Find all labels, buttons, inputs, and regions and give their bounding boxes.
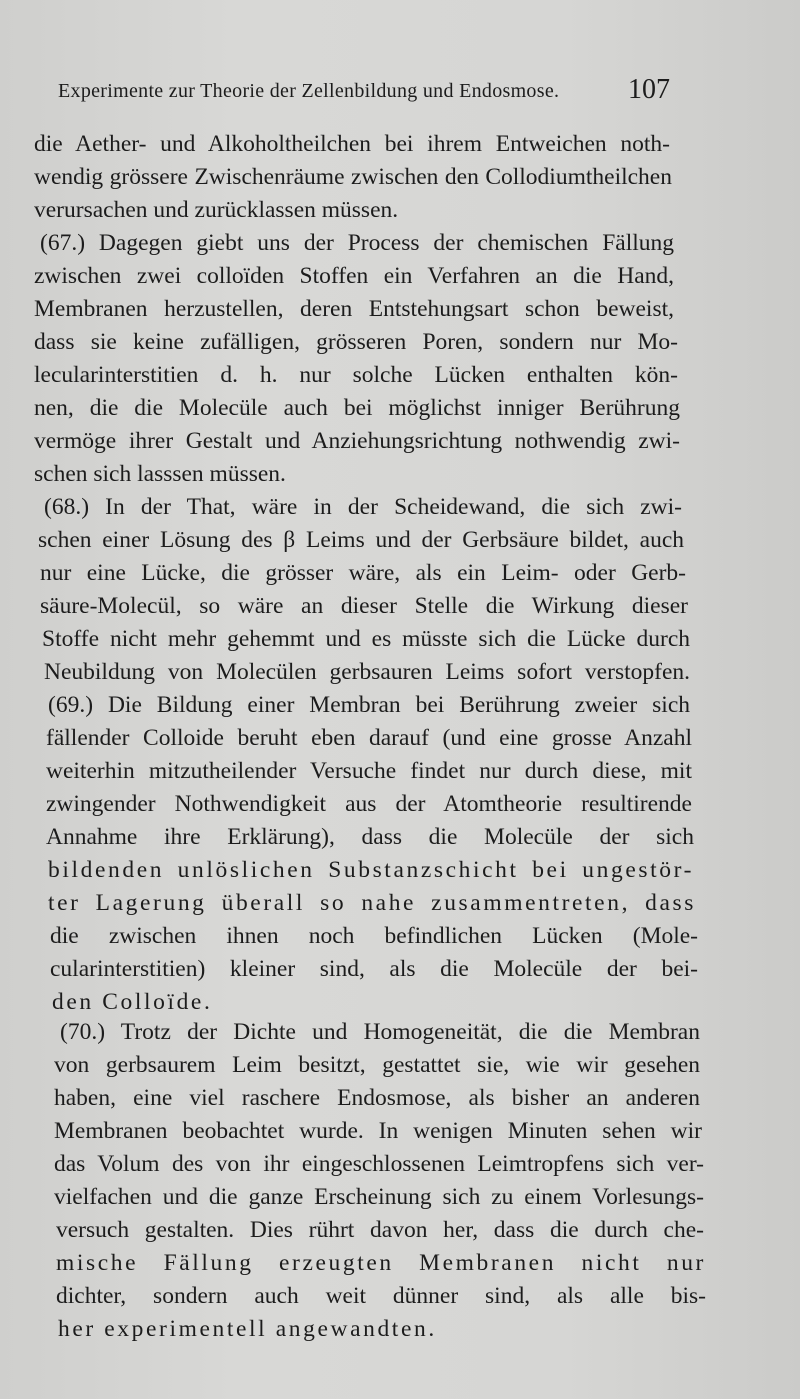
text-line: cularinterstitien) kleiner sind, als die Molecüle der bei- (50, 956, 698, 982)
text-line: dass sie keine zufälligen, grösseren Poren, sondern nur Mo- (34, 329, 678, 355)
text-line: den Colloïde. (52, 989, 213, 1015)
text-line: die zwischen ihnen noch befindlichen Lücken (Mole- (50, 923, 698, 949)
text-line: das Volum des von ihr eingeschlossenen Leimtropfens sich ver- (54, 1151, 704, 1177)
text-line: Membranen herzustellen, deren Entstehungsart schon beweist, (34, 296, 674, 322)
text-line: verursachen und zurücklassen müssen. (34, 197, 399, 223)
text-line: bildenden unlöslichen Substanzschicht bei ungestör- (48, 857, 694, 883)
text-line: ter Lagerung überall so nahe zusammentreten, dass (48, 890, 696, 916)
text-line: fällender Colloide beruht eben darauf (und eine grosse Anzahl (46, 725, 692, 751)
text-line: Neubildung von Molecülen gerbsauren Leims sofort verstopfen. (44, 659, 690, 685)
text-line: von gerbsaurem Leim besitzt, gestattet sie, wie wir gesehen (54, 1052, 700, 1078)
text-line: lecularinterstitien d. h. nur solche Lücken enthalten kön- (34, 362, 678, 388)
text-line: versuch gestalten. Dies rührt davon her, dass die durch che- (56, 1217, 704, 1243)
running-title: Experimente zur Theorie der Zellenbildung und Endosmose. (58, 80, 560, 102)
text-line: vermöge ihrer Gestalt und Anziehungsrichtung nothwendig zwi- (34, 428, 680, 454)
text-line: zwischen zwei colloïden Stoffen ein Verfahren an die Hand, (34, 263, 674, 289)
text-line: haben, eine viel raschere Endosmose, als bisher an anderen (54, 1085, 700, 1111)
text-line: vielfachen und die ganze Erscheinung sich zu einem Vorlesungs- (54, 1184, 704, 1210)
text-line: nur eine Lücke, die grösser wäre, als ein Leim- oder Gerb- (40, 560, 686, 586)
text-line: Annahme ihre Erklärung), dass die Molecüle der sich (46, 824, 694, 850)
text-line: weiterhin mitzutheilender Versuche findet nur durch diese, mit (46, 758, 692, 784)
text-line: wendig grössere Zwischenräume zwischen den Collodiumtheilchen (34, 164, 672, 190)
text-line: schen einer Lösung des β Leims und der Gerbsäure bildet, auch (38, 527, 684, 553)
text-line: mische Fällung erzeugten Membranen nicht nur (56, 1250, 706, 1276)
text-line: dichter, sondern auch weit dünner sind, als alle bis- (56, 1283, 706, 1309)
text-line: zwingender Nothwendigkeit aus der Atomtheorie resultirende (46, 791, 692, 817)
paragraph-67-start: (67.) Dagegen giebt uns der Process der chemischen Fällung (40, 230, 674, 256)
page-number: 107 (628, 74, 670, 105)
text-line: schen sich lasssen müssen. (34, 461, 286, 487)
page-header (58, 74, 670, 110)
text-line: her experimentell angewandten. (58, 1316, 437, 1342)
text-line: Membranen beobachtet wurde. In wenigen Minuten sehen wir (54, 1118, 702, 1144)
paragraph-70-start: (70.) Trotz der Dichte und Homogeneität, die die Membran (60, 1019, 700, 1045)
paragraph-68-start: (68.) In der That, wäre in der Scheidewand, die sich zwi- (44, 494, 682, 520)
paragraph-69-start: (69.) Die Bildung einer Membran bei Berührung zweier sich (48, 692, 690, 718)
text-line: die Aether- und Alkoholtheilchen bei ihrem Entweichen noth- (34, 131, 670, 157)
text-line: nen, die die Molecüle auch bei möglichst inniger Berührung (34, 395, 680, 421)
text-line: säure-Molecül, so wäre an dieser Stelle die Wirkung dieser (40, 593, 688, 619)
text-line: Stoffe nicht mehr gehemmt und es müsste sich die Lücke durch (42, 626, 690, 652)
